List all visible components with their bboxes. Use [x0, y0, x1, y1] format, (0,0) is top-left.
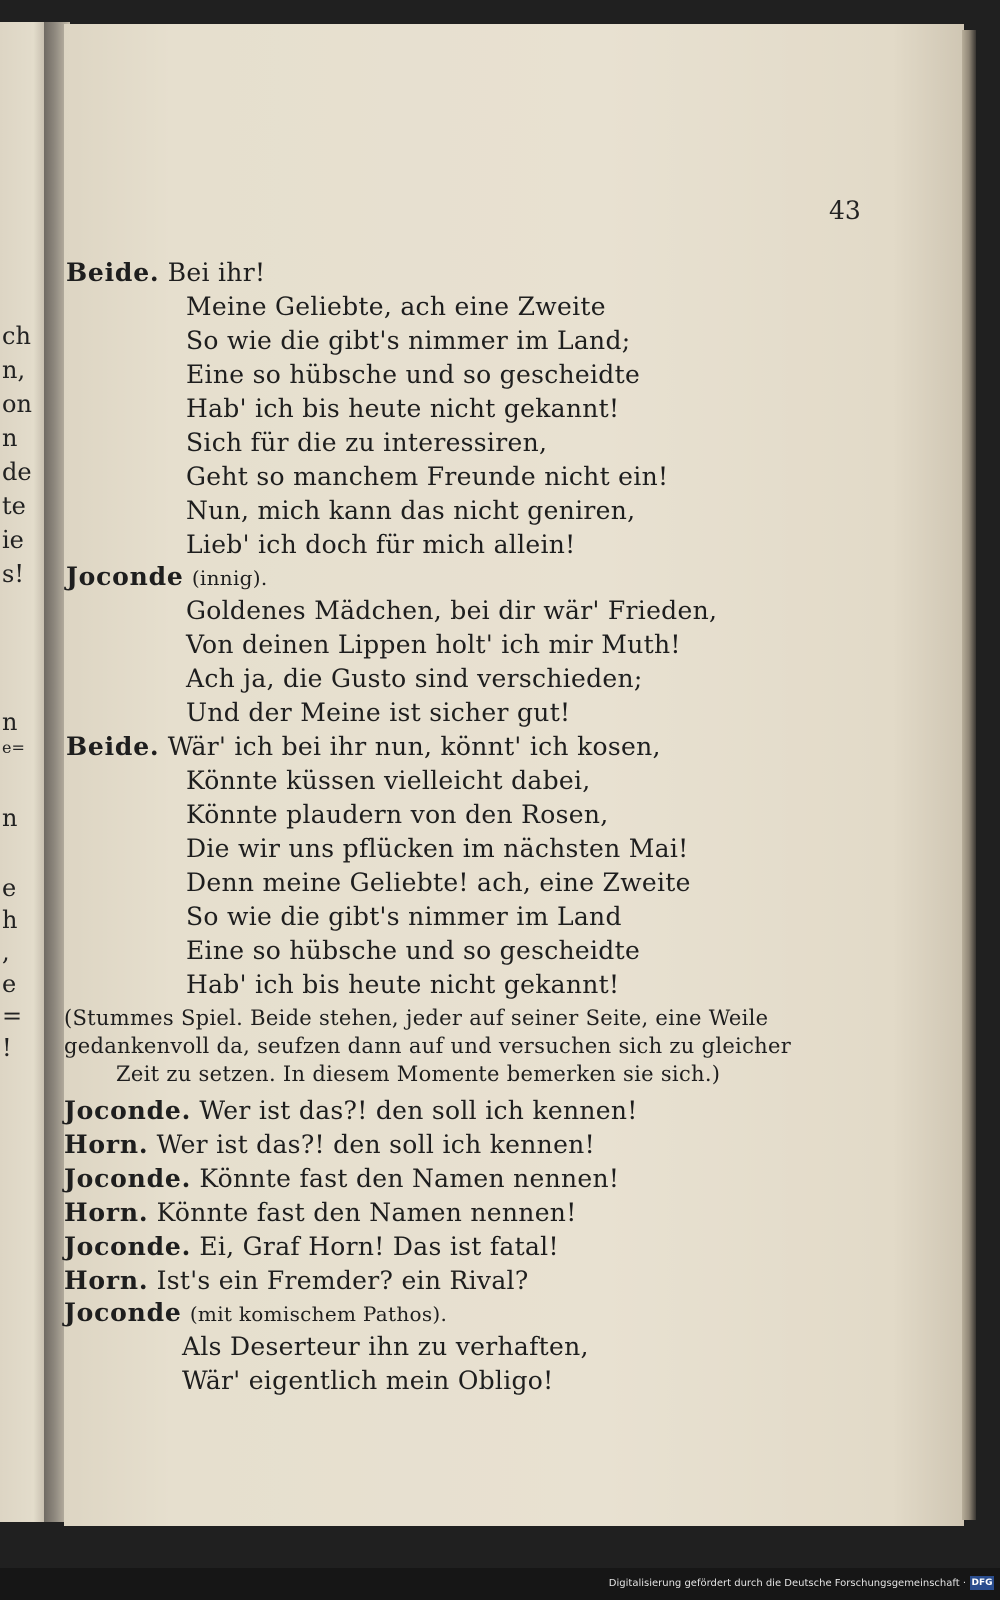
dfg-logo: DFG — [971, 1578, 993, 1588]
verse-line: Ach ja, die Gusto sind verschieden; — [186, 664, 643, 693]
speaker-label: Joconde — [64, 1298, 182, 1327]
left-fragment: ch — [2, 322, 31, 350]
left-fragment: ! — [2, 1034, 12, 1062]
verse-text: Könnte fast den Namen nennen! — [156, 1198, 577, 1227]
left-fragment: e — [2, 874, 17, 902]
verse-line: Könnte plaudern von den Rosen, — [186, 800, 609, 829]
verse-line: Nun, mich kann das nicht geniren, — [186, 496, 636, 525]
verse-text: Ei, Graf Horn! Das ist fatal! — [199, 1232, 559, 1261]
left-fragment: = — [2, 1002, 23, 1030]
left-fragment: s! — [2, 560, 24, 588]
dialogue-line — [64, 1198, 577, 1227]
verse-line: Als Deserteur ihn zu verhaften, — [182, 1332, 589, 1361]
verse-line: Denn meine Geliebte! ach, eine Zweite — [186, 868, 691, 897]
left-fragment: n — [2, 708, 18, 736]
verse-line: Wär' eigentlich mein Obligo! — [182, 1366, 554, 1395]
speaker-label: Horn. — [64, 1266, 149, 1295]
dialogue-line — [64, 1266, 529, 1295]
verse-line — [66, 258, 265, 287]
verse-line: Hab' ich bis heute nicht gekannt! — [186, 394, 620, 423]
verse-text: Wär' ich bei ihr nun, könnt' ich kosen, — [167, 732, 661, 761]
verse-line — [66, 732, 661, 761]
speaker-label: Horn. — [64, 1130, 149, 1159]
verse-line: So wie die gibt's nimmer im Land; — [186, 326, 631, 355]
verse-line: Könnte küssen vielleicht dabei, — [186, 766, 591, 795]
left-fragment: on — [2, 390, 32, 418]
verse-line: Hab' ich bis heute nicht gekannt! — [186, 970, 620, 999]
left-fragment: te — [2, 492, 26, 520]
verse-text: Ist's ein Fremder? ein Rival? — [156, 1266, 529, 1295]
verse-line: Von deinen Lippen holt' ich mir Muth! — [186, 630, 681, 659]
dialogue-line — [64, 1298, 447, 1327]
verse-line: Sich für die zu interessiren, — [186, 428, 548, 457]
speaker-label: Joconde. — [64, 1096, 192, 1125]
verse-text: Könnte fast den Namen nennen! — [199, 1164, 620, 1193]
verse-line: Eine so hübsche und so gescheidte — [186, 936, 641, 965]
left-fragment: n — [2, 804, 18, 832]
stage-direction-line: Zeit zu setzen. In diesem Momente bemerken sie sich.) — [116, 1062, 721, 1086]
left-fragment: e — [2, 970, 17, 998]
left-fragment: de — [2, 458, 32, 486]
page-number: 43 — [829, 196, 861, 225]
page-edge-shadow — [962, 30, 976, 1520]
verse-line: Geht so manchem Freunde nicht ein! — [186, 462, 669, 491]
dialogue-line — [64, 1096, 638, 1125]
dialogue-line — [64, 1232, 559, 1261]
verse-line: Meine Geliebte, ach eine Zweite — [186, 292, 606, 321]
dialogue-line — [64, 1130, 595, 1159]
footer-bar — [0, 1568, 1000, 1600]
speaker-label: Joconde — [66, 562, 184, 591]
speaker-label: Horn. — [64, 1198, 149, 1227]
verse-line: Lieb' ich doch für mich allein! — [186, 530, 576, 559]
verse-line — [66, 562, 268, 591]
verse-line: Eine so hübsche und so gescheidte — [186, 360, 641, 389]
verse-line: Die wir uns pflücken im nächsten Mai! — [186, 834, 689, 863]
speaker-label: Beide. — [66, 258, 160, 287]
left-fragment: n, — [2, 356, 26, 384]
verse-text: Wer ist das?! den soll ich kennen! — [156, 1130, 595, 1159]
speaker-label: Joconde. — [64, 1164, 192, 1193]
verse-line: Und der Meine ist sicher gut! — [186, 698, 571, 727]
stage-direction-inline: (mit komischem Pathos). — [189, 1302, 448, 1326]
speaker-label: Beide. — [66, 732, 160, 761]
funding-credit: Digitalisierung gefördert durch die Deutsche Forschungsgemeinschaft · — [608, 1578, 966, 1589]
verse-line: So wie die gibt's nimmer im Land — [186, 902, 622, 931]
stage-direction-inline: (innig). — [191, 566, 268, 590]
verse-line: Goldenes Mädchen, bei dir wär' Frieden, — [186, 596, 718, 625]
left-fragment: ie — [2, 526, 24, 554]
left-fragment: n — [2, 424, 18, 452]
left-fragment: e= — [2, 738, 25, 757]
left-fragment: , — [2, 938, 10, 966]
speaker-label: Joconde. — [64, 1232, 192, 1261]
left-fragment: h — [2, 906, 18, 934]
stage-direction-line: (Stummes Spiel. Beide stehen, jeder auf seiner Seite, eine Weile — [64, 1006, 769, 1030]
verse-text: Wer ist das?! den soll ich kennen! — [199, 1096, 638, 1125]
verse-text: Bei ihr! — [167, 258, 266, 287]
stage-direction-line: gedankenvoll da, seufzen dann auf und versuchen sich zu gleicher — [64, 1034, 792, 1058]
book-page — [64, 24, 964, 1526]
dialogue-line — [64, 1164, 619, 1193]
left-page-edge — [0, 22, 48, 1522]
